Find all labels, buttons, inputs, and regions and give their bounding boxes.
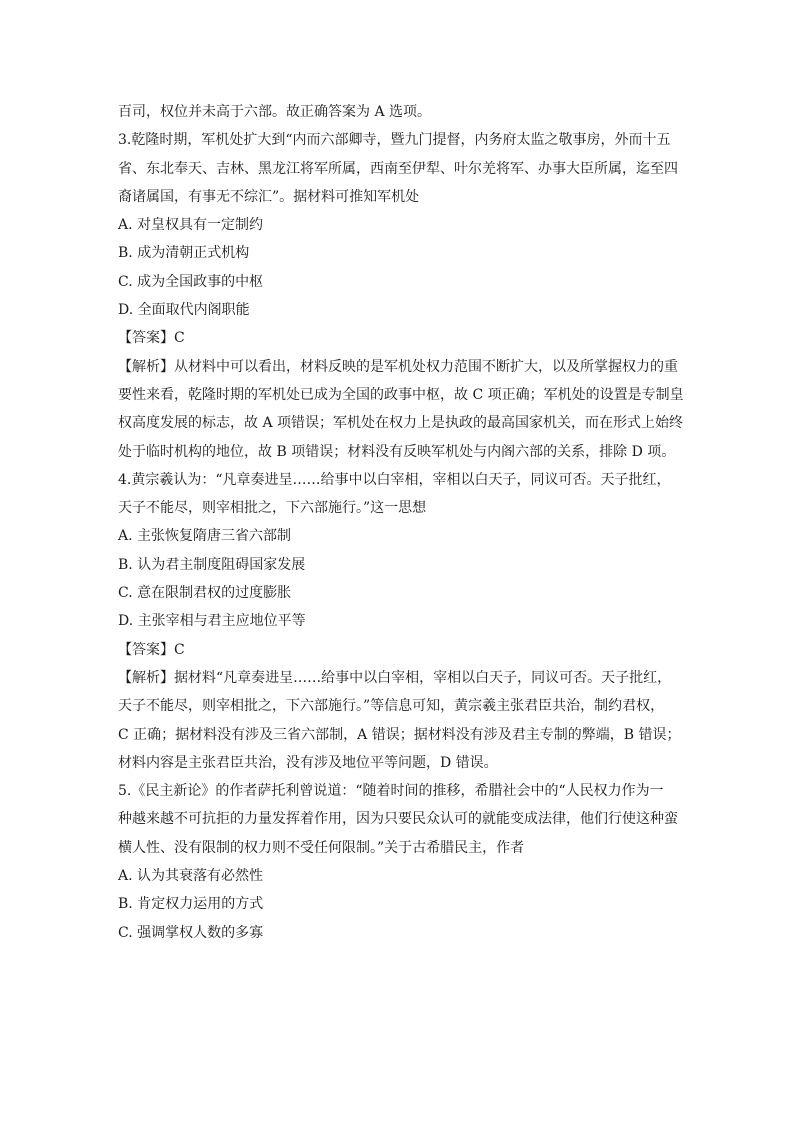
q4-option-a: A. 主张恢复隋唐三省六部制 <box>118 528 292 545</box>
q4-answer: 【答案】C <box>118 641 185 658</box>
q4-analysis-line-2: 天子不能尽，则宰相批之，下六部施行。”等信息可知，黄宗羲主张君臣共治，制约君权， <box>118 698 665 715</box>
q5-stem-line-3: 横人性、没有限制的权力则不受任何限制。”关于古希腊民主，作者 <box>118 839 525 856</box>
q3-stem-line-2: 省、东北奉天、吉林、黑龙江将军所属，西南至伊犁、叶尔羌将军、办事大臣所属，迄至四 <box>118 160 678 177</box>
q3-analysis-line-2: 要性来看，乾隆时期的军机处已成为全国的政事中枢，故 C 项正确；军机处的设置是专制皇 <box>118 386 684 403</box>
document-page <box>118 98 684 947</box>
q4-stem-line-2: 天子不能尽，则宰相批之，下六部施行。”这一思想 <box>118 500 427 517</box>
q5-option-b: B. 肯定权力运用的方式 <box>118 896 264 913</box>
q3-option-b: B. 成为清朝正式机构 <box>118 245 250 262</box>
intro-line: 百司，权位并未高于六部。故正确答案为 A 选项。 <box>118 104 432 120</box>
q3-option-d: D. 全面取代内阁职能 <box>118 302 250 319</box>
q4-option-b: B. 认为君主制度阻碍国家发展 <box>118 556 306 573</box>
q3-option-a: A. 对皇权具有一定制约 <box>118 217 264 234</box>
q4-analysis-line-1: 【解析】据材料“凡章奏进呈……给事中以白宰相，宰相以白天子，同议可否。天子批红， <box>118 669 672 686</box>
q4-option-d: D. 主张宰相与君主应地位平等 <box>118 613 306 630</box>
q3-stem-line-3: 裔诸属国，有事无不综汇”。据材料可推知军机处 <box>118 188 420 205</box>
q5-stem-line-2: 种越来越不可抗拒的力量发挥着作用，因为只要民众认可的就能变成法律，他们行使这种蛮 <box>118 811 678 828</box>
q3-option-c: C. 成为全国政事的中枢 <box>118 273 264 290</box>
q3-answer: 【答案】C <box>118 330 185 347</box>
q3-analysis-line-4: 处于临时机构的地位，故 B 项错误；材料没有反映军机处与内阁六部的关系，排除 D 项。 <box>118 443 676 460</box>
q4-analysis-line-4: 材料内容是主张君臣共治，没有涉及地位平等问题，D 错误。 <box>118 754 498 771</box>
q5-option-c: C. 强调掌权人数的多寡 <box>118 924 264 941</box>
q4-option-c: C. 意在限制君权的过度膨胀 <box>118 585 292 602</box>
question-4 <box>118 466 681 777</box>
q5-option-a: A. 认为其衰落有必然性 <box>118 868 264 885</box>
q3-stem-line-1: 3.乾隆时期，军机处扩大到“内而六部卿寺，暨九门提督，内务府太监之敬事房，外而十五 <box>118 132 671 149</box>
question-5 <box>118 777 678 947</box>
q5-stem-line-1: 5.《民主新论》的作者萨托利曾说道：“随着时间的推移，希腊社会中的“人民权力作为一 <box>118 783 664 800</box>
q4-analysis-line-3: C 正确；据材料没有涉及三省六部制，A 错误；据材料没有涉及君主专制的弊端，B 错误； <box>118 726 681 743</box>
question-3 <box>118 126 684 466</box>
q4-stem-line-1: 4.黄宗羲认为：“凡章奏进呈……给事中以白宰相，宰相以白天子，同议可否。天子批红， <box>118 471 671 488</box>
q3-analysis-line-3: 权高度发展的标志，故 A 项错误；军机处在权力上是执政的最高国家机关，而在形式上始终 <box>118 415 684 432</box>
q3-analysis-line-1: 【解析】从材料中可以看出，材料反映的是军机处权力范围不断扩大，以及所掌握权力的重 <box>118 358 678 375</box>
